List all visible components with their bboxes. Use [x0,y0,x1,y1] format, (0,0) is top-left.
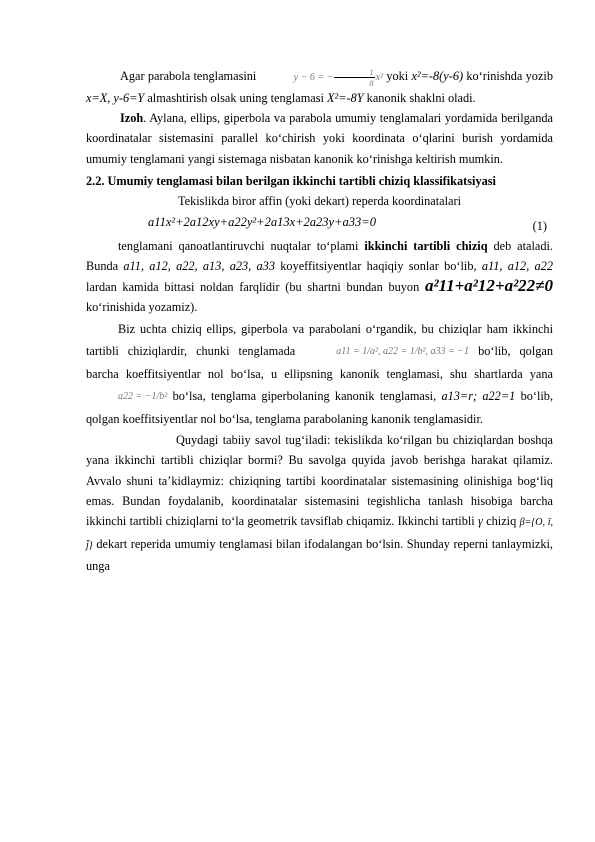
text-segment: yoki [386,69,409,83]
equation-1 [86,212,553,236]
equation-1-formula: a11x²+2a12xy+a22y²+2a13x+2a23y+a33=0 [148,214,376,229]
condition-formula: a²11+a²12+a²22≠0 [424,276,553,296]
inline-formula: a11, a12, a22, a13, a23, a33 [123,258,275,273]
section-heading: 2.2. Umumiy tenglamasi bilan berilgan ikkinchi tartibli chiziq klassifikatsiyasi [86,173,496,188]
izoh-text: . Aylana, ellips, giperbola va parabola umumiy tenglamalari yordamida berilganda koordinatalar sistemasini parallel ko‘chirish yoki koordinata o‘qlarini burish yordamida umumiy tenglamani yangi sistemaga nisbatan kanonik ko‘rinishga keltirish mumkin. [86,111,553,166]
inline-formula: x=X, y-6=Y [86,90,145,105]
text-segment: Agar parabola tenglamasini [120,69,257,83]
paragraph-intro: Tekislikda biror affin (yoki dekart) reperda koordinatalari [178,194,461,209]
text-segment: almashtirish olsak uning tenglamasi [147,90,324,105]
paragraph-canonical: Biz uchta chiziq ellips, giperbola va parabolani o‘rgandik, bu chiziqlar ham ikkinchi tartibli chiziqlardir, chunki tenglamada a11 = 1/a², a22 = 1/b², a33 = −1 bo‘lib, qolgan barcha koeffitsiyentlar nol bo‘lsa, u ellipsning kanonik tenglamasi, shu shartlarda yana a22 = −1/b² bo‘lsa, tenglama giperbolaning kanonik tenglamasi, a13=r; a22=1 bo‘lib, qolgan koeffitsiyentlar nol bo‘lsa, tenglama parabolaning kanonik tenglamasidir. [86,321,554,427]
ellipse-condition-formula: a11 = 1/a², a22 = 1/b², a33 = −1 [336,345,470,357]
paragraph-definition: tenglamani qanoatlantiruvchi nuqtalar to‘plami ikkinchi tartibli chiziq deb ataladi. Bunda a11, a12, a22, a13, a23, a33 koyeffitsiyentlar haqiqiy sonlar bo‘lib, a11, a12, a22 lardan kamida bittasi noldan farqlidir (bu shartni bundan buyon a²11+a²12+a²22≠0 ko‘rinishida yozamiz). [86,238,554,315]
inline-formula: x²=-8(y-6) [411,69,464,83]
basis-formula: β={O, ī, j̄} [86,517,554,551]
izoh-label: Izoh [120,111,144,126]
hyperbola-condition-formula: a22 = −1/b² [118,391,168,403]
document-page [86,66,553,576]
inline-formula: a11, a12, a22 [481,258,554,273]
parabola-condition-formula: a13=r; a22=1 [441,388,516,403]
paragraph-parabola-example [86,66,553,108]
parabola-formula-image: y − 6 = − $\frac{1}{8}$ x² [293,66,384,88]
equation-1-number: (1) [532,218,547,233]
text-segment: ko‘rinishda yozib [466,69,553,83]
text-segment: kanonik shaklni oladi. [366,90,476,105]
paragraph-question: Quydagi tabiiy savol tug‘iladi: tekislikda ko‘rilgan bu chiziqlardan boshqa yana ikkinchi tartibli chiziqlar bormi? Bu savolga quyida javob berishga harakat qilamiz. Avvalo shuni ta’kidlaymiz: chiziqning tartibi koordinatalar sistemasining olinishiga bog‘liq emas. Bundan foydalanib, koordinatalar sistemasini tegishlicha tanlash hisobiga barcha ikkinchi tartibli chiziqlarni to‘la geometrik tavsiflab chiqamiz. Ikkinchi tartibli γ chiziq β={O, ī, j̄} dekart reperida umumiy tenglamasi bilan ifodalangan bo‘lsin. Shunday reperni tanlaymizki, unga [86,433,554,573]
inline-formula: X²=-8Y [327,90,364,105]
paragraph-izoh [86,108,553,169]
gamma-symbol: γ [478,514,483,529]
term-highlight: ikkinchi tartibli chiziq [364,238,488,253]
